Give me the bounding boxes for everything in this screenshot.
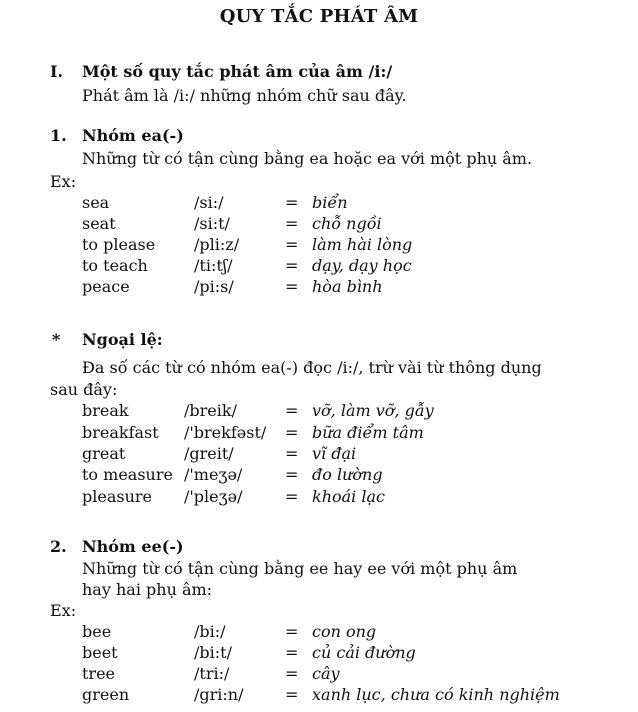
equals-sign: = [285, 193, 299, 212]
vocab-ipa: /si:/ [194, 193, 224, 212]
group-description: Những từ có tận cùng bằng ea hoặc ea với một phụ âm. [82, 149, 533, 168]
equals-sign: = [285, 214, 299, 233]
vocab-row [0, 277, 638, 299]
vocab-ipa: /breik/ [184, 401, 237, 420]
vocab-row [0, 664, 638, 686]
vocab-row [0, 685, 638, 707]
equals-sign: = [285, 685, 299, 704]
vocab-word: green [82, 685, 130, 704]
vocab-row [0, 622, 638, 644]
vocab-ipa: /tri:/ [194, 664, 230, 683]
section-number: I. [50, 62, 64, 81]
vocab-word: great [82, 444, 126, 463]
vocab-meaning: con ong [312, 622, 377, 641]
vocab-meaning: vỡ, làm vỡ, gẫy [312, 401, 434, 420]
vocab-word: beet [82, 643, 118, 662]
vocab-word: to please [82, 235, 156, 254]
vocab-meaning: hòa bình [312, 277, 383, 296]
vocab-meaning: làm hài lòng [312, 235, 413, 254]
equals-sign: = [285, 643, 299, 662]
group-heading: Nhóm ea(-) [82, 126, 184, 145]
vocab-row [0, 235, 638, 257]
vocab-row [0, 444, 638, 466]
vocab-meaning: củ cải đường [312, 643, 416, 662]
vocab-word: to teach [82, 256, 148, 275]
vocab-row [0, 193, 638, 215]
group-description: Những từ có tận cùng bằng ee hay ee với một phụ âm [82, 559, 518, 578]
vocab-meaning: khoái lạc [312, 487, 385, 506]
exception-description-cont: sau đây: [50, 380, 118, 399]
vocab-ipa: /bi:t/ [194, 643, 232, 662]
section-heading: Một số quy tắc phát âm của âm /i:/ [82, 62, 393, 81]
equals-sign: = [285, 277, 299, 296]
vocab-row [0, 423, 638, 445]
vocab-word: bee [82, 622, 112, 641]
vocab-word: to measure [82, 465, 173, 484]
vocab-ipa: /si:t/ [194, 214, 230, 233]
vocab-word: sea [82, 193, 110, 212]
exception-heading: Ngoại lệ: [82, 330, 163, 349]
vocab-row [0, 643, 638, 665]
vocab-word: breakfast [82, 423, 159, 442]
equals-sign: = [285, 487, 299, 506]
vocab-ipa: /pi:s/ [194, 277, 234, 296]
vocab-word: break [82, 401, 129, 420]
vocab-row [0, 214, 638, 236]
vocab-ipa: /ti:tʃ/ [194, 256, 233, 275]
vocab-ipa: /'meʒə/ [184, 465, 243, 484]
vocab-word: peace [82, 277, 130, 296]
vocab-word: tree [82, 664, 116, 683]
vocab-meaning: xanh lục, chưa có kinh nghiệm [312, 685, 560, 704]
vocab-meaning: đo lường [312, 465, 383, 484]
vocab-meaning: biển [312, 193, 348, 212]
vocab-ipa: /bi:/ [194, 622, 226, 641]
vocab-ipa: /gri:n/ [194, 685, 244, 704]
vocab-row [0, 256, 638, 278]
vocab-meaning: dạy, dạy học [312, 256, 412, 275]
exception-description: Đa số các từ có nhóm ea(-) đọc /i:/, trừ vài từ thông dụng [82, 358, 542, 377]
vocab-ipa: /greit/ [184, 444, 234, 463]
vocab-row [0, 487, 638, 509]
equals-sign: = [285, 235, 299, 254]
section-intro: Phát âm là /i:/ những nhóm chữ sau đây. [82, 86, 407, 105]
vocab-row [0, 465, 638, 487]
group-heading: Nhóm ee(-) [82, 537, 184, 556]
vocab-row [0, 401, 638, 423]
equals-sign: = [285, 465, 299, 484]
vocab-ipa: /'brekfəst/ [184, 423, 267, 442]
vocab-ipa: /'pleʒə/ [184, 487, 243, 506]
equals-sign: = [285, 444, 299, 463]
equals-sign: = [285, 256, 299, 275]
vocab-ipa: /pli:z/ [194, 235, 240, 254]
vocab-word: seat [82, 214, 116, 233]
equals-sign: = [285, 423, 299, 442]
vocab-meaning: chỗ ngồi [312, 214, 382, 233]
bullet-marker: * [52, 330, 61, 349]
vocab-meaning: bữa điểm tâm [312, 423, 424, 442]
vocab-meaning: vĩ đại [312, 444, 357, 463]
vocab-meaning: cây [312, 664, 340, 683]
vocab-word: pleasure [82, 487, 152, 506]
page-title: QUY TẮC PHÁT ÂM [219, 6, 419, 27]
equals-sign: = [285, 622, 299, 641]
group-number: 1. [50, 126, 67, 145]
equals-sign: = [285, 401, 299, 420]
equals-sign: = [285, 664, 299, 683]
example-label: Ex: [50, 172, 77, 191]
group-description-cont: hay hai phụ âm: [82, 580, 213, 599]
example-label: Ex: [50, 601, 77, 620]
group-number: 2. [50, 537, 67, 556]
